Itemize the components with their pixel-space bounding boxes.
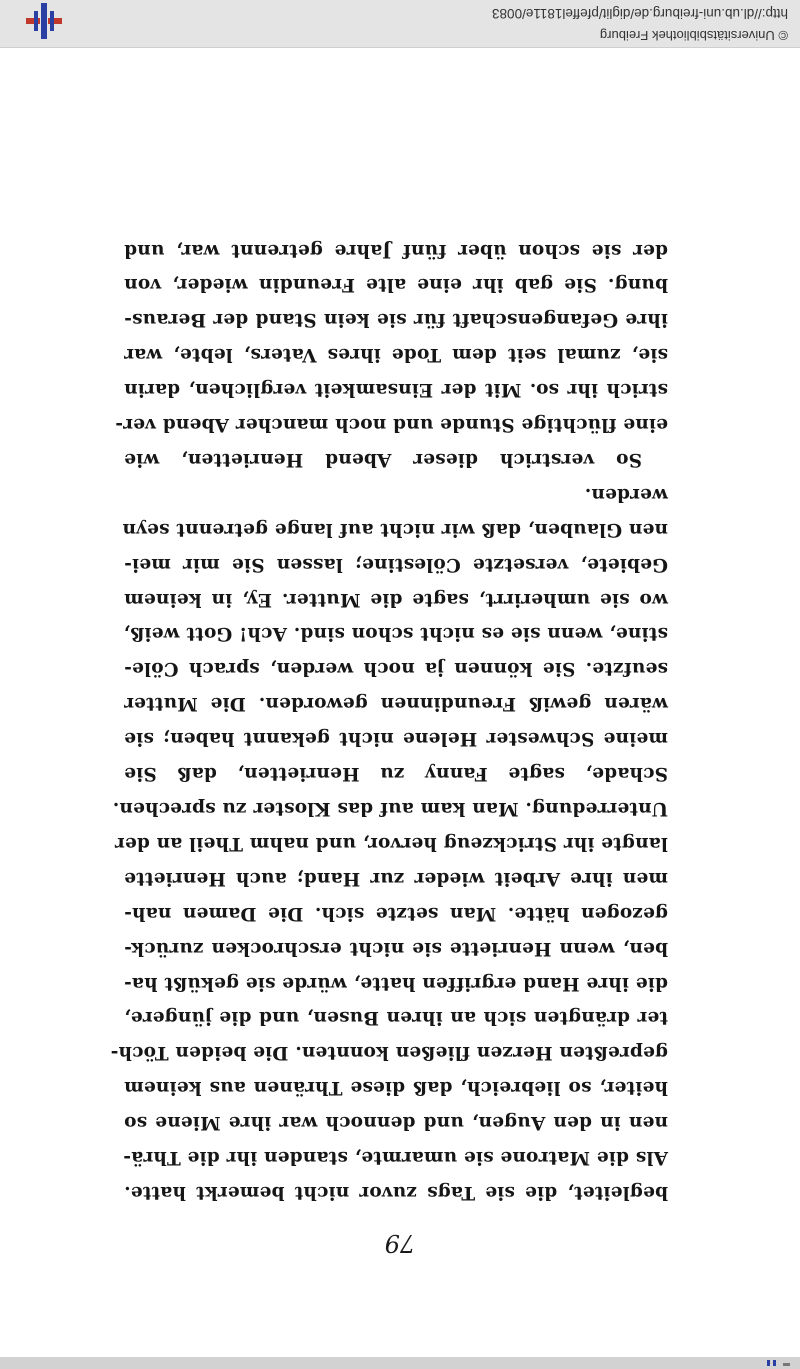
text-line: So verstrich dieser Abend Henrietten, wie [124, 448, 642, 470]
text-line: ihre Gefangenschaft für sie kein Stand der Beraus- [124, 309, 668, 331]
top-strip [0, 1357, 800, 1369]
text-line: bung. Sie gab ihr eine alte Freundin wieder, von [124, 274, 668, 296]
page-body-text [110, 232, 668, 1209]
text-line: nen Glauben, daß wir nicht auf lange getrennt seyn [122, 518, 668, 540]
page-number: 79 [384, 1229, 416, 1257]
text-line: Als die Matrone sie umarmte, standen ihr die Thrä- [123, 1147, 668, 1169]
text-line: gezogen hätte. Man setzte sich. Die Damen nah- [124, 902, 668, 924]
text-line: heiter, so liebreich, daß diese Thränen aus keinem [124, 1077, 668, 1099]
text-line: eine flüchtige Stunde und noch mancher Abend ver- [115, 414, 668, 436]
text-line: Gebiete, versetzte Cölestine; lassen Sie mir mei- [124, 553, 668, 575]
text-line: begleitet, die sie Tags zuvor nicht bemerkt hatte. [124, 1182, 668, 1203]
text-line: wären gewiß Freundinnen geworden. Die Mutter [124, 693, 668, 715]
text-line: stine, wenn sie es nicht schon sind. Ach! Gott weiß, [123, 623, 668, 645]
text-line: strich ihr so. Mit der Einsamkeit verglichen, darin [124, 379, 668, 401]
text-line: langte ihr Strickzeug hervor, und nahm Theil an der [114, 832, 668, 854]
strip-tick [773, 1360, 776, 1366]
strip-tick [767, 1360, 770, 1366]
footer-credit: © Universitätsbibliothek Freiburg [599, 28, 788, 43]
text-line: ter drängten sich an ihren Busen, und die jüngere, [124, 1007, 668, 1029]
text-line: gepreßten Herzen fließen konnten. Die beiden Töch- [110, 1042, 668, 1064]
text-line: nen in den Augen, und dennoch war ihre Miene so [124, 1112, 668, 1134]
text-line: seufzte. Sie können ja noch werden, sprach Cöle- [124, 658, 668, 680]
text-line: Schade, sagte Fanny zu Henrietten, daß Sie [124, 763, 668, 785]
page-footer [0, 0, 800, 48]
text-line: die ihre Hand ergriffen hatte, würde sie geküßt ha- [123, 972, 668, 994]
text-line: wo sie umherirrt, sagte die Mutter. Ey, in keinem [124, 588, 668, 610]
text-line: werden. [584, 483, 668, 505]
text-line: men ihre Arbeit wieder zur Hand; auch Henriette [124, 867, 668, 889]
text-line: ben, wenn Henriette sie nicht erschrocken zurück- [124, 937, 668, 959]
text-line: der sie schon über fünf Jahre getrennt war, und [124, 239, 668, 261]
footer-url[interactable]: http://dl.ub.uni-freiburg.de/diglit/pfeffel1811e/0083 [492, 6, 788, 21]
text-line: meine Schwester Helene nicht gekannt haben; sie [124, 728, 668, 750]
text-line: Unterredung. Man kam auf das Kloster zu sprechen. [112, 798, 668, 820]
ub-freiburg-logo-icon [26, 3, 62, 39]
text-line: sie, zumal seit dem Tode ihres Vaters, lebte, war [124, 344, 668, 366]
strip-mark [783, 1363, 790, 1366]
